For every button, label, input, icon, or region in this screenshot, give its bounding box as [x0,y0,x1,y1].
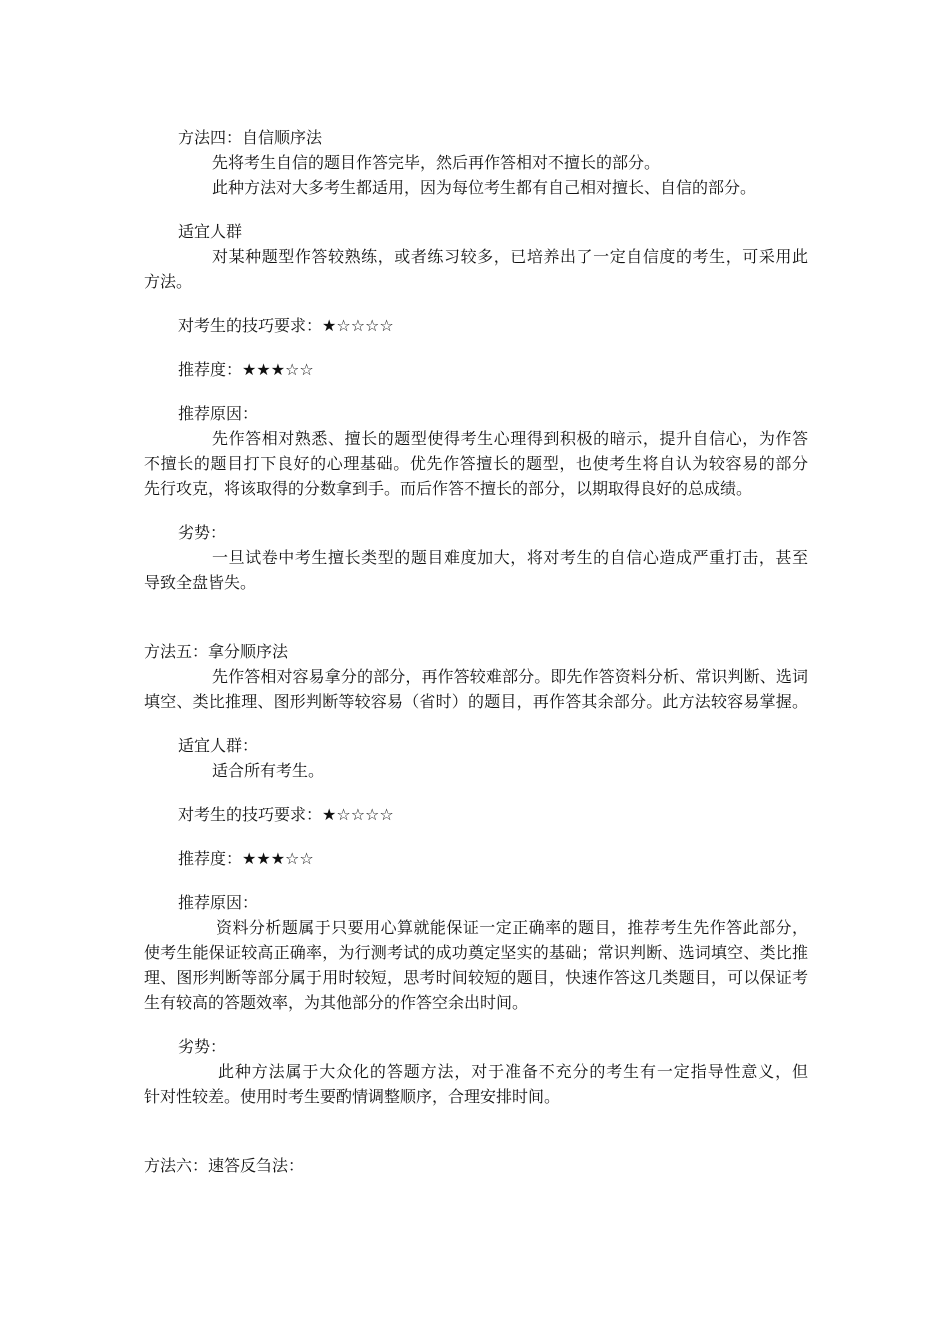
method6-title: 方法六：速答反刍法： [144,1156,305,1175]
method4-title: 方法四：自信顺序法 [178,128,323,147]
method4-reason-line1: 先作答相对熟悉、擅长的题型使得考生心理得到积极的暗示，提升自信心，为作答 [212,429,808,448]
method5-audience-line1: 适合所有考生。 [212,761,325,780]
method5-title: 方法五：拿分顺序法 [144,642,289,661]
method4-desc-line2: 此种方法对大多考生都适用，因为每位考生都有自己相对擅长、自信的部分。 [212,178,757,197]
method5-weakness-line1: 此种方法属于大众化的答题方法，对于准备不充分的考生有一定指导性意义，但 [218,1062,808,1081]
method5-reason-line4: 生有较高的答题效率，为其他部分的作答空余出时间。 [144,993,529,1012]
method4-weakness-line2: 导致全盘皆失。 [144,573,257,592]
method4-audience-line1: 对某种题型作答较熟练，或者练习较多，已培养出了一定自信度的考生，可采用此 [212,247,808,266]
method4-reason-line3: 先行攻克，将该取得的分数拿到手。而后作答不擅长的部分，以期取得良好的总成绩。 [144,479,753,498]
method4-audience-label: 适宜人群 [178,222,243,241]
method4-reason-label: 推荐原因： [178,404,259,423]
method4-reason-line2: 不擅长的题目打下良好的心理基础。优先作答擅长的题型，也使考生将自认为较容易的部分 [144,454,808,473]
method5-desc-line2: 填空、类比推理、图形判断等较容易（省时）的题目，再作答其余部分。此方法较容易掌握。 [144,692,808,711]
method4-desc-line1: 先将考生自信的题目作答完毕，然后再作答相对不擅长的部分。 [212,153,661,172]
method5-reason-line1: 资料分析题属于只要用心算就能保证一定正确率的题目，推荐考生先作答此部分， [216,918,808,937]
method4-recommend-rating: 推荐度：★★★☆☆ [178,360,314,379]
method5-reason-line3: 理、图形判断等部分属于用时较短，思考时间较短的题目，快速作答这几类题目，可以保证考 [144,968,808,987]
method5-reason-line2: 使考生能保证较高正确率，为行测考试的成功奠定坚实的基础；常识判断、选词填空、类比推 [144,943,808,962]
method5-recommend-rating: 推荐度：★★★☆☆ [178,849,314,868]
method5-weakness-line2: 针对性较差。使用时考生要酌情调整顺序，合理安排时间。 [144,1087,561,1106]
method4-skill-rating: 对考生的技巧要求：★☆☆☆☆ [178,316,394,335]
method5-desc-line1: 先作答相对容易拿分的部分，再作答较难部分。即先作答资料分析、常识判断、选词 [212,667,808,686]
method4-weakness-line1: 一旦试卷中考生擅长类型的题目难度加大，将对考生的自信心造成严重打击，甚至 [212,548,808,567]
method4-weakness-label: 劣势： [178,523,227,542]
method5-audience-label: 适宜人群： [178,736,259,755]
method5-skill-rating: 对考生的技巧要求：★☆☆☆☆ [178,805,394,824]
method5-reason-label: 推荐原因： [178,893,259,912]
method5-weakness-label: 劣势： [178,1037,227,1056]
method4-audience-line2: 方法。 [144,272,193,291]
